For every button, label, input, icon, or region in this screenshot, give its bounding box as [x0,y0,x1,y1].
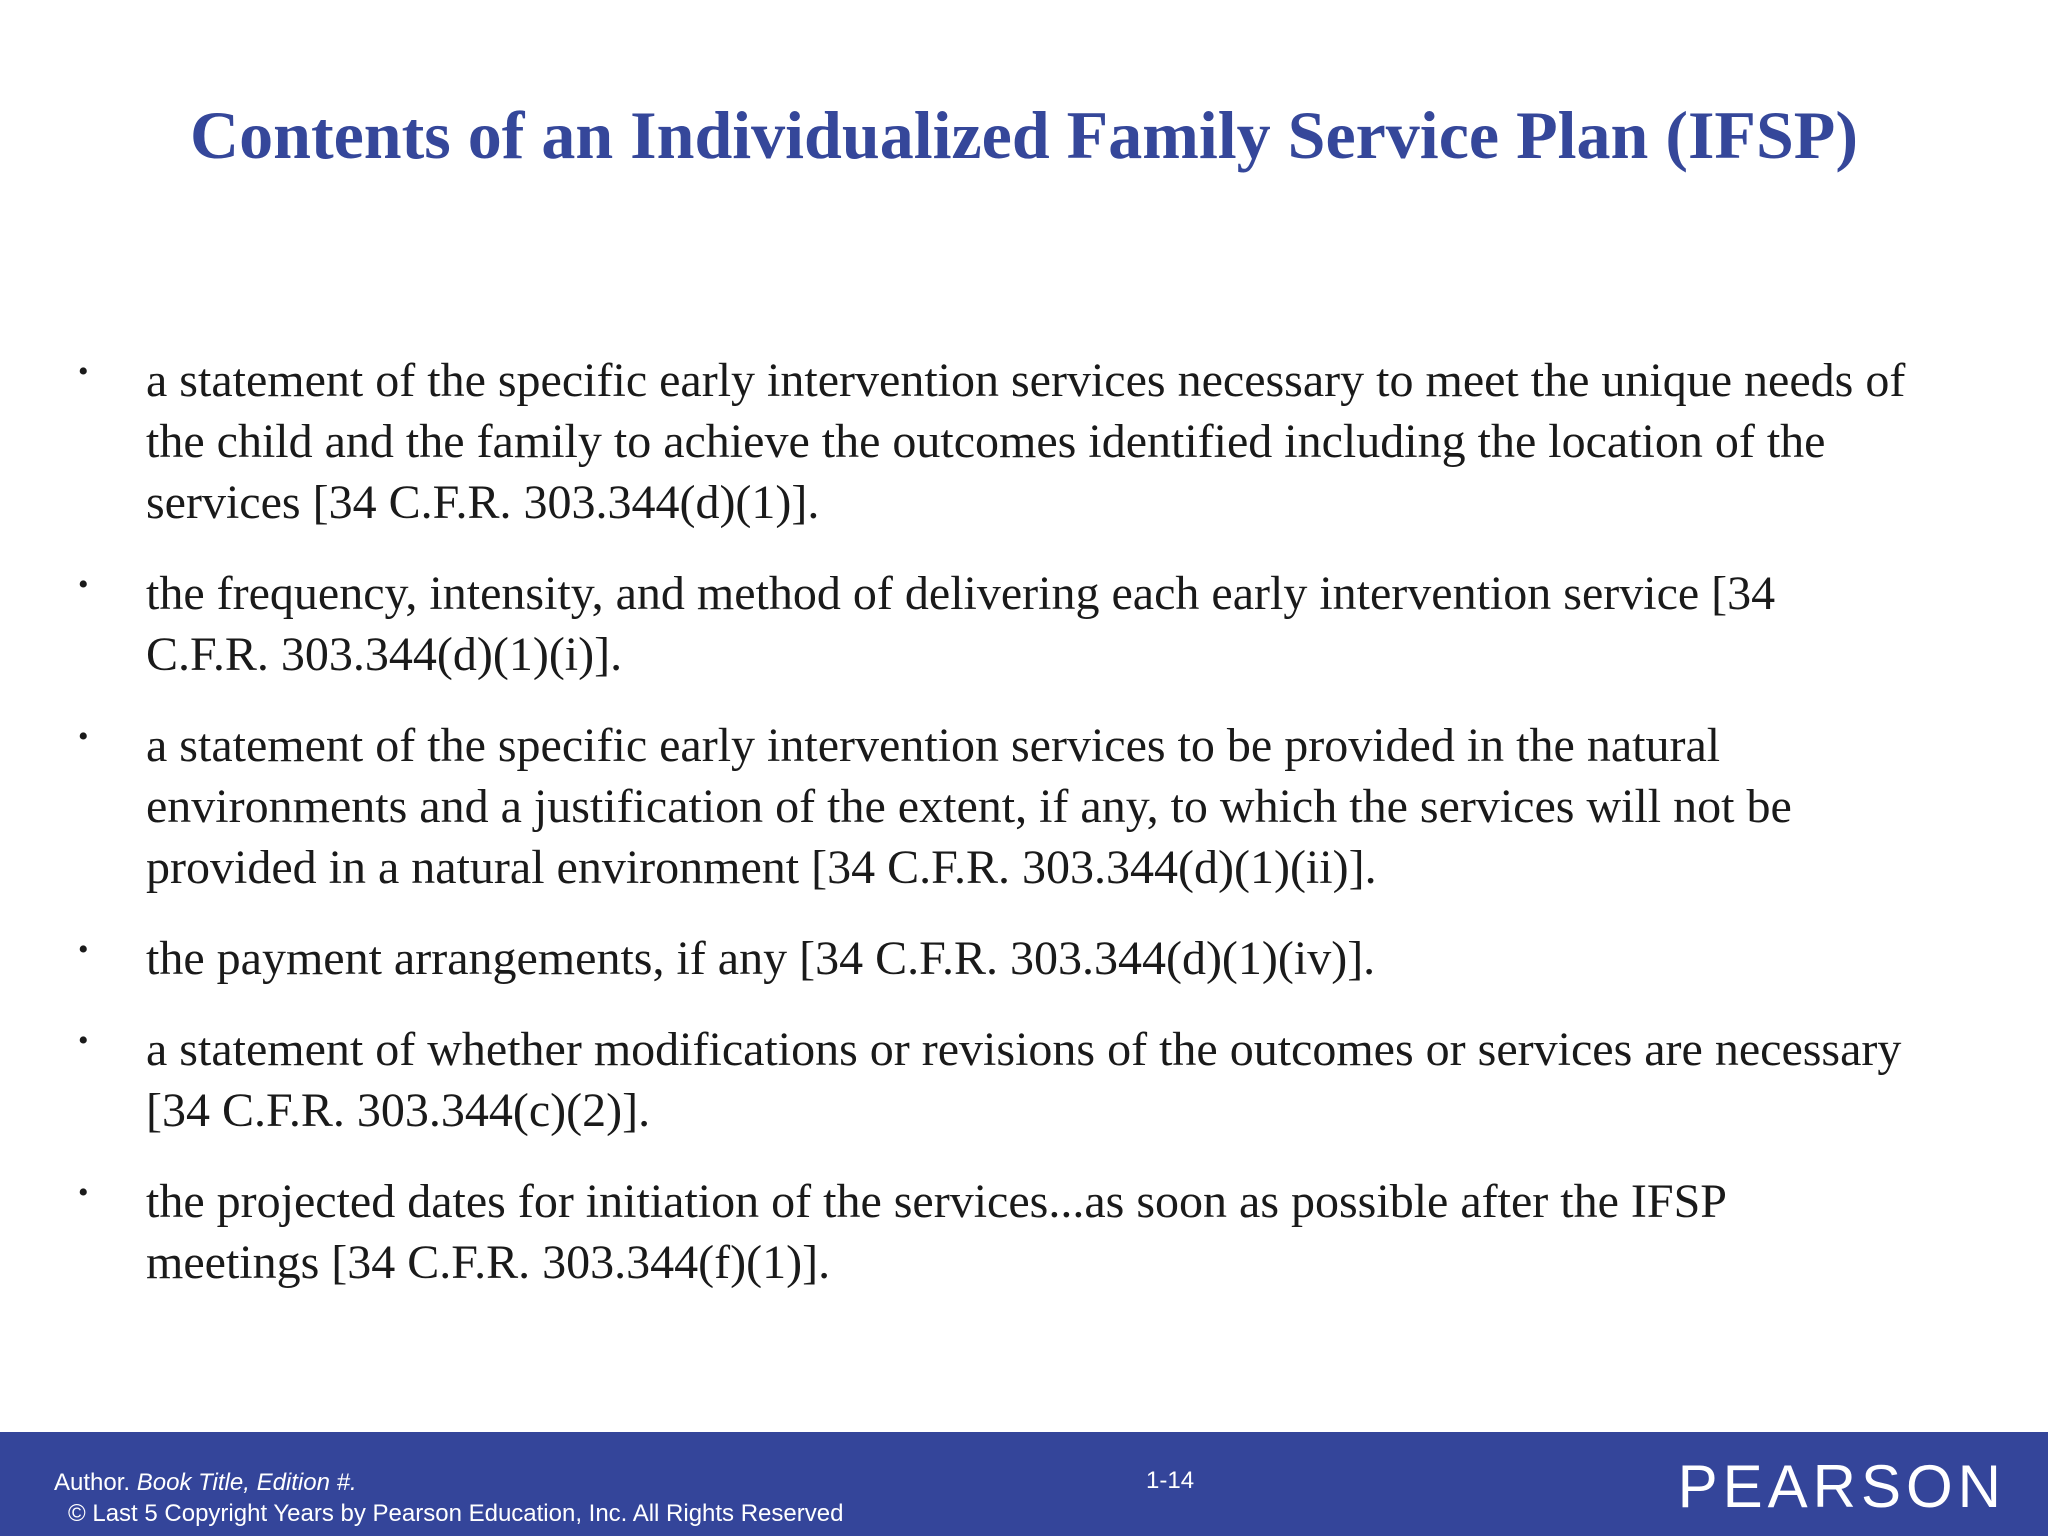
bullet-text: a statement of the specific early intervention services necessary to meet the unique needs of the child and the family to achieve the outcomes identified including the location of the services [34 C.F.R. 303.344(d)(1)]. [146,354,1906,529]
bullet-item-payment [78,928,1908,989]
bullet-list [78,350,1908,1323]
bullet-icon: • [78,355,89,388]
footer-author: Author. [54,1469,137,1496]
bullet-text: the frequency, intensity, and method of delivering each early intervention service [34 C.F.R. 303.344(d)(1)(i)]. [146,567,1776,681]
footer-bar [0,1432,2048,1536]
bullet-item-frequency [78,563,1908,685]
bullet-item-modifications [78,1019,1908,1141]
bullet-text: a statement of whether modifications or revisions of the outcomes or services are necessary [34 C.F.R. 303.344(c)(2)]. [146,1023,1902,1137]
bullet-item-projected-dates [78,1171,1908,1293]
footer-copyright: © Last 5 Copyright Years by Pearson Education, Inc. All Rights Reserved [68,1500,844,1527]
footer-citation [54,1467,843,1529]
bullet-text: the payment arrangements, if any [34 C.F.R. 303.344(d)(1)(iv)]. [146,932,1376,985]
bullet-icon: • [78,720,89,753]
bullet-icon: • [78,568,89,601]
bullet-text: a statement of the specific early intervention services to be provided in the natural environments and a justification of the extent, if any, to which the services will not be provided in a natural environment [34 C.F.R. 303.344(d)(1)(ii)]. [146,719,1792,894]
bullet-text: the projected dates for initiation of the services...as soon as possible after the IFSP meetings [34 C.F.R. 303.344(f)(1)]. [146,1175,1726,1289]
footer-book-title: Book Title, Edition #. [136,1469,357,1496]
page-number: 1-14 [1146,1467,1195,1494]
slide-title: Contents of an Individualized Family Service Plan (IFSP) [190,97,1858,173]
pearson-logo: PEARSON [1677,1453,2006,1520]
bullet-item-services [78,350,1908,533]
bullet-icon: • [78,1024,89,1057]
bullet-icon: • [78,1176,89,1209]
bullet-item-natural-environments [78,715,1908,898]
bullet-icon: • [78,933,89,966]
